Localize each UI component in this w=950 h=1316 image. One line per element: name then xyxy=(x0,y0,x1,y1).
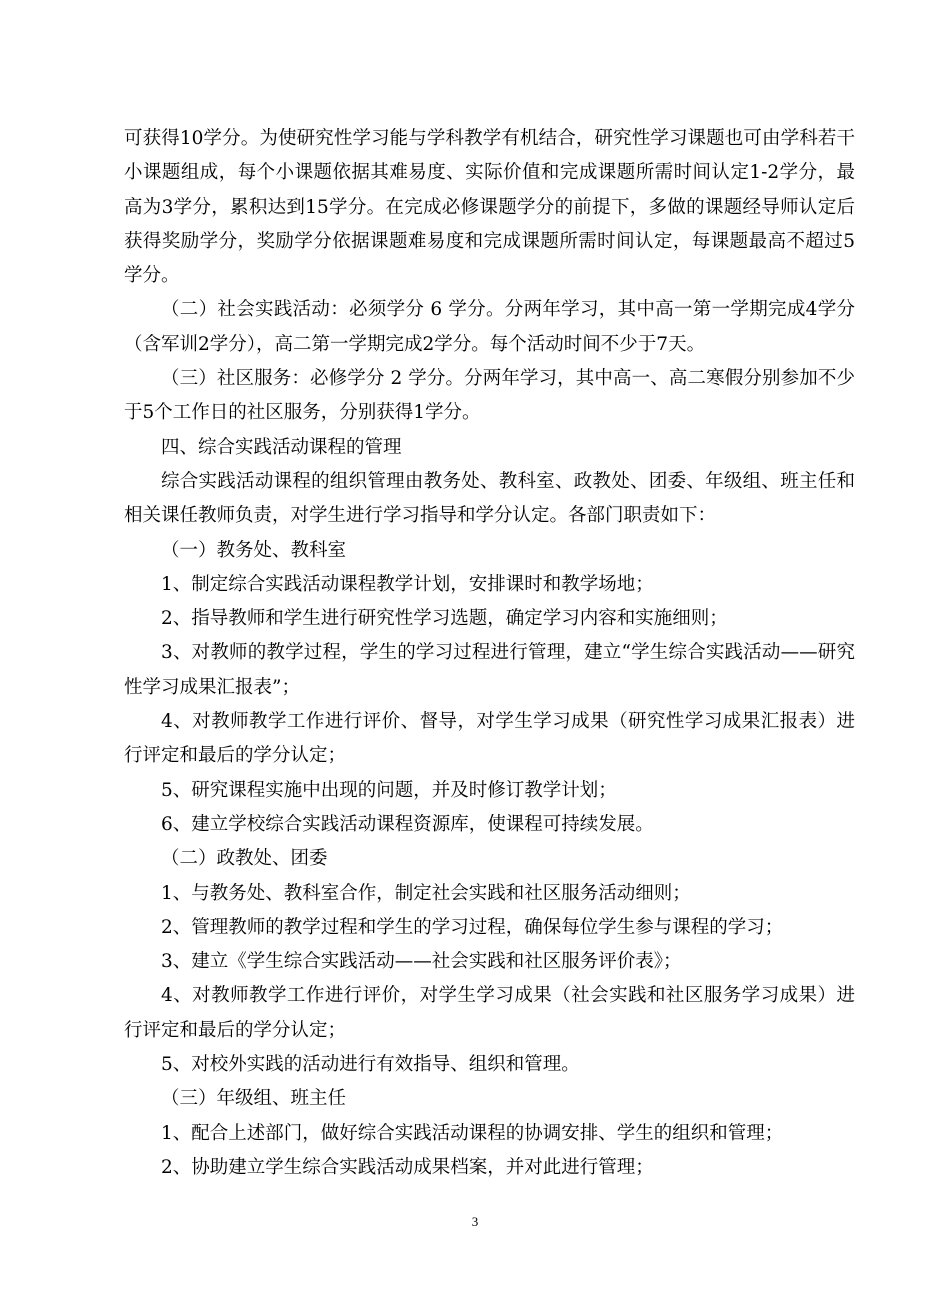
subheading-academic-affairs: （一）教务处、教科室 xyxy=(161,539,347,561)
paragraph-continuation: 可获得10学分。为使研究性学习能与学科教学有机结合，研究性学习课题也可由学科若干小课题组成，每个小课题依据其难易度、实际价值和完成课题所需时间认定1-2学分，最高为3学分，累积达到15学分。在完成必修课题学分的前提下，多做的课题经导师认定后获得奖励学分，奖励学分依据课题难易度和完成课题所需时间认定，每课题最高不超过5学分。 xyxy=(124,128,855,287)
section-heading-management: 四、综合实践活动课程的管理 xyxy=(161,436,402,458)
list-item: 1、与教务处、教科室合作，制定社会实践和社区服务活动细则； xyxy=(161,882,691,904)
document-body xyxy=(124,122,855,1185)
list-item: 2、协助建立学生综合实践活动成果档案，并对此进行管理； xyxy=(161,1156,654,1178)
list-item: 5、研究课程实施中出现的问题，并及时修订教学计划； xyxy=(161,779,617,801)
paragraph-community-service: （三）社区服务：必修学分 2 学分。分两年学习，其中高一、高二寒假分别参加不少于5个工作日的社区服务，分别获得1学分。 xyxy=(124,368,855,424)
list-item: 1、制定综合实践活动课程教学计划，安排课时和教学场地； xyxy=(161,573,654,595)
list-item: 4、对教师教学工作进行评价，对学生学习成果（社会实践和社区服务学习成果）进行评定和最后的学分认定； xyxy=(124,985,855,1041)
list-item: 2、管理教师的教学过程和学生的学习过程，确保每位学生参与课程的学习； xyxy=(161,916,784,938)
subheading-political-education: （二）政教处、团委 xyxy=(161,848,328,870)
paragraph-social-practice: （二）社会实践活动：必须学分 6 学分。分两年学习，其中高一第一学期完成4学分（含军训2学分），高二第一学期完成2学分。每个活动时间不少于7天。 xyxy=(124,299,855,355)
subheading-grade-group: （三）年级组、班主任 xyxy=(161,1088,347,1110)
page-number: 3 xyxy=(471,1214,479,1229)
list-item: 1、配合上述部门，做好综合实践活动课程的协调安排、学生的组织和管理； xyxy=(161,1122,784,1144)
list-item: 6、建立学校综合实践活动课程资源库，使课程可持续发展。 xyxy=(161,813,654,835)
list-item: 2、指导教师和学生进行研究性学习选题，确定学习内容和实施细则； xyxy=(161,608,728,630)
list-item: 3、对教师的教学过程，学生的学习过程进行管理，建立“学生综合实践活动——研究性学习成果汇报表”； xyxy=(124,642,855,698)
list-item: 5、对校外实践的活动进行有效指导、组织和管理。 xyxy=(161,1054,580,1076)
list-item: 3、建立《学生综合实践活动——社会实践和社区服务评价表》； xyxy=(161,951,682,973)
list-item: 4、对教师教学工作进行评价、督导，对学生学习成果（研究性学习成果汇报表）进行评定和最后的学分认定； xyxy=(124,711,855,767)
paragraph-management-intro: 综合实践活动课程的组织管理由教务处、教科室、政教处、团委、年级组、班主任和相关课任教师负责，对学生进行学习指导和学分认定。各部门职责如下： xyxy=(124,470,855,527)
